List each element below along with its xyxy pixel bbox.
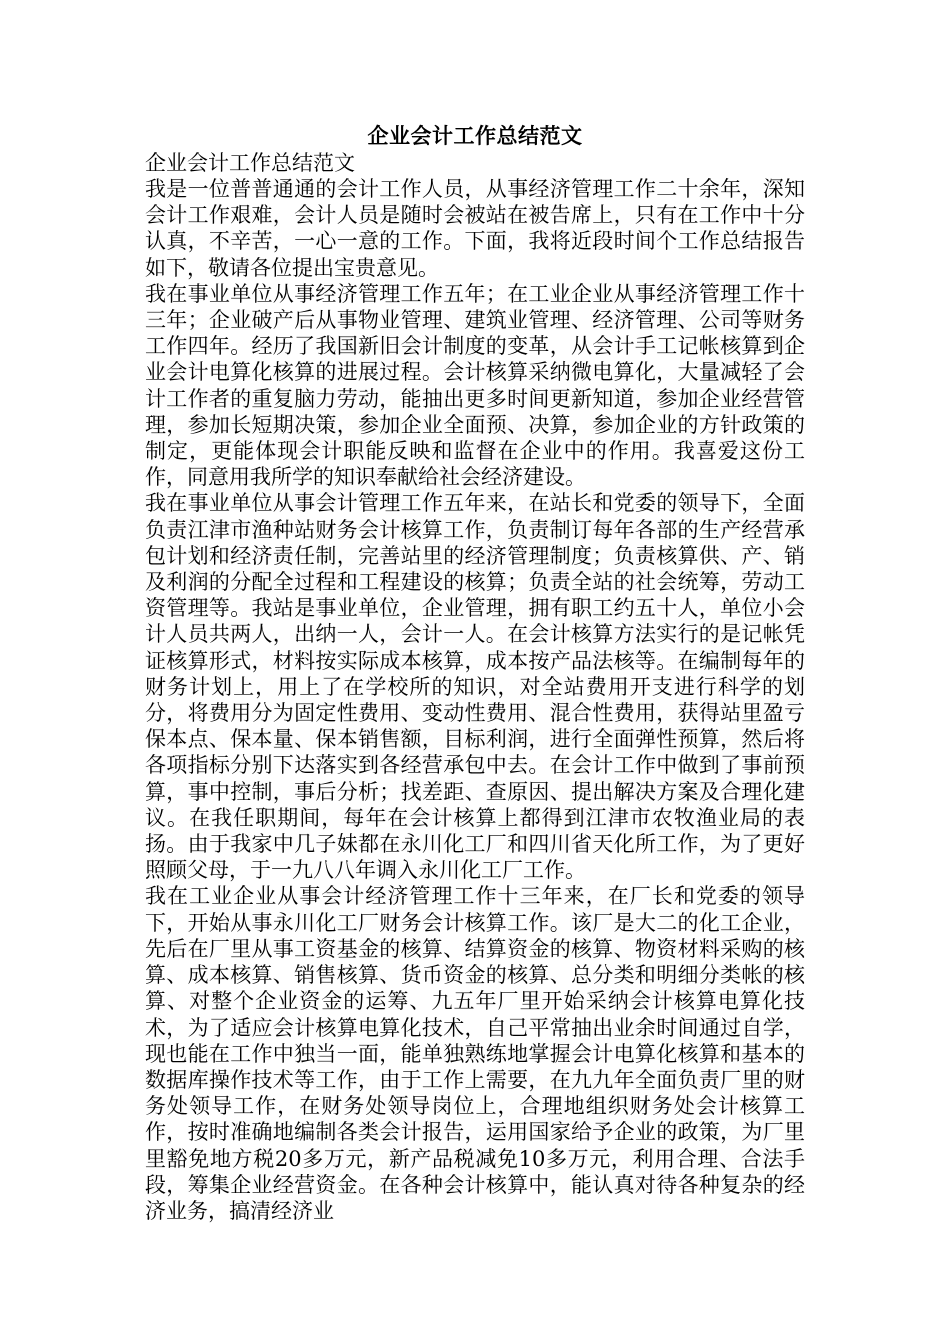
paragraph-public-institution: 我在事业单位从事会计管理工作五年来，在站长和党委的领导下，全面负责江津市渔种站财务会计核算工作，负责制订每年各部的生产经营承包计划和经济责任制，完善站里的经济管理制度；负责核算供、产、销及利润的分配全过程和工程建设的核算；负责全站的社会统筹，劳动工资管理等。我站是事业单位，企业管理，拥有职工约五十人，单位小会计人员共两人，出纳一人，会计一人。在会计核算方法实行的是记帐凭证核算形式，材料按实际成本核算，成本按产品法核等。在编制每年的财务计划上，用上了在学校所的知识，对全站费用开支进行科学的划分，将费用分为固定性费用、变动性费用、混合性费用，获得站里盈亏保本点、保本量、保本销售额，目标利润，进行全面弹性预算，然后将各项指标分别下达落实到各经营承包中去。在会计工作中做到了事前预算，事中控制，事后分析；找差距、查原因、提出解决方案及合理化建议。在我任职期间，每年在会计核算上都得到江津市农牧渔业局的表扬。由于我家中几子妹都在永川化工厂和四川省天化所工作，为了更好照顾父母，于一九八八年调入永川化工厂工作。 (145, 491, 805, 883)
paragraph-industrial-enterprise: 我在工业企业从事会计经济管理工作十三年来，在厂长和党委的领导下，开始从事永川化工厂财务会计核算工作。该厂是大二的化工企业，先后在厂里从事工资基金的核算、结算资金的核算、物资材料采购的核算、成本核算、销售核算、货币资金的核算、总分类和明细分类帐的核算、对整个企业资金的运筹、九五年厂里开始采纳会计核算电算化技术，为了适应会计核算电算化技术，自己平常抽出业余时间通过自学，现也能在工作中独当一面，能单独熟练地掌握会计电算化核算和基本的数据库操作技术等工作，由于工作上需要，在九九年全面负责厂里的财务处领导工作，在财务处领导岗位上，合理地组织财务处会计核算工作，按时准确地编制各类会计报告，运用国家给予企业的政策，为厂里里豁免地方税20多万元，新产品税减免10多万元，利用合理、合法手段，筹集企业经营资金。在各种会计核算中，能认真对待各种复杂的经济业务，搞清经济业 (145, 884, 805, 1223)
document-page (145, 122, 805, 1224)
paragraph-intro: 我是一位普普通通的会计工作人员，从事经济管理工作二十余年，深知会计工作艰难，会计人员是随时会被站在被告席上，只有在工作中十分认真，不辛苦，一心一意的工作。下面，我将近段时间个工作总结报告如下，敬请各位提出宝贵意见。 (145, 177, 805, 280)
document-subtitle: 企业会计工作总结范文 (145, 151, 355, 175)
document-title: 企业会计工作总结范文 (367, 123, 583, 148)
paragraph-career-overview: 我在事业单位从事经济管理工作五年；在工业企业从事经济管理工作十三年；企业破产后从事物业管理、建筑业管理、经济管理、公司等财务工作四年。经历了我国新旧会计制度的变革，从会计手工记帐核算到企业会计电算化核算的进展过程。会计核算采纳微电算化，大量减轻了会计工作者的重复脑力劳动，能抽出更多时间更新知道，参加企业经营管理，参加长短期决策，参加企业全面预、决算，参加企业的方针政策的制定，更能体现会计职能反映和监督在企业中的作用。我喜爱这份工作，同意用我所学的知识奉献给社会经济建设。 (145, 281, 805, 490)
